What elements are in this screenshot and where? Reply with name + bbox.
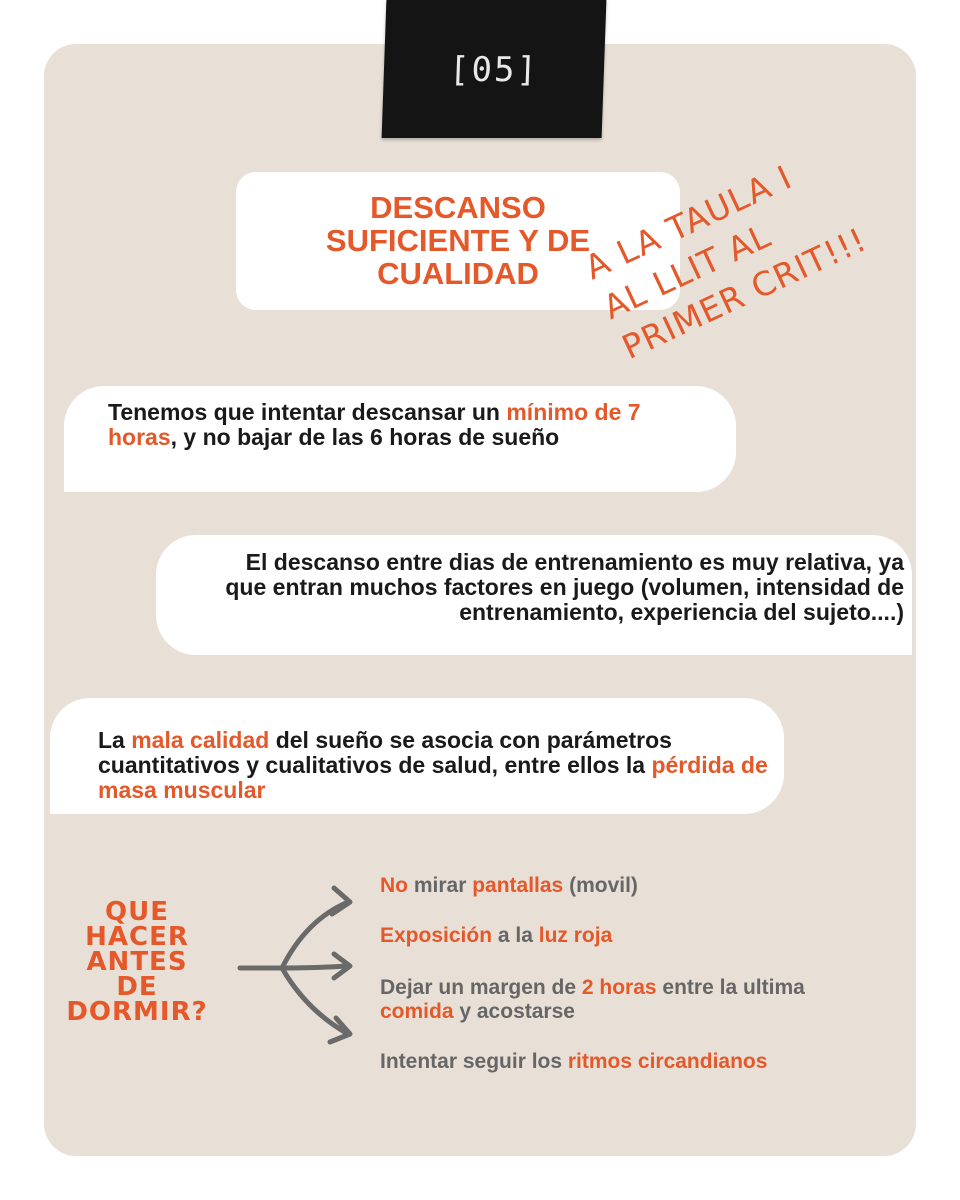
text-segment: Intentar seguir los <box>380 1050 568 1073</box>
highlight-text: mala calidad <box>131 727 270 753</box>
text-segment: entre la ultima <box>656 976 805 999</box>
bubble-text-1 <box>108 400 708 450</box>
highlight-text: ritmos circandianos <box>567 1050 768 1073</box>
highlight-text: Exposición <box>380 924 493 947</box>
bubble-text-2 <box>204 550 904 625</box>
text-segment: , y no bajar de las 6 horas de sueño <box>170 424 560 450</box>
text-segment: Dejar un margen de <box>380 976 582 999</box>
page-title: DESCANSO SUFICIENTE Y DE CUALIDAD <box>325 190 591 291</box>
branch-arrows-icon <box>236 880 366 1060</box>
black-tape-strip <box>382 0 607 138</box>
text-segment: El descanso entre dias de entrenamiento es muy relativa, ya que entran muchos factores en juego (volumen, intensidad de entrenamiento, experiencia del sujeto....) <box>225 549 904 625</box>
text-segment: del sueño se asocia con parámetros cuantitativos y cualitativos de salud, entre ellos la <box>98 727 672 778</box>
tip-red-light <box>380 924 880 948</box>
text-segment: Tenemos que intentar descansar un <box>108 399 507 425</box>
tip-meal-margin <box>380 976 880 1024</box>
text-segment: a la <box>492 924 539 947</box>
handwritten-note: A LA TAULA I AL LLIT AL PRIMER CRIT!!! <box>578 157 873 367</box>
tip-no-screens <box>380 874 880 898</box>
highlight-text: 2 horas <box>581 976 657 999</box>
highlight-text: mínimo de 7 horas <box>108 399 641 450</box>
highlight-text: comida <box>380 1000 454 1023</box>
bubble-text-3 <box>98 728 778 803</box>
text-segment: mirar <box>408 874 473 897</box>
highlight-text: luz roja <box>538 924 613 947</box>
text-segment: y acostarse <box>453 1000 575 1023</box>
highlight-text: No <box>380 874 408 897</box>
highlight-text: pérdida de masa muscular <box>98 752 768 803</box>
tip-circadian <box>380 1050 880 1074</box>
highlight-text: pantallas <box>472 874 564 897</box>
section-number: [05] <box>448 50 540 90</box>
text-segment: (movil) <box>563 874 638 897</box>
question-label: QUE HACER ANTES DE DORMIR? <box>66 897 208 1027</box>
text-segment: La <box>98 727 132 753</box>
